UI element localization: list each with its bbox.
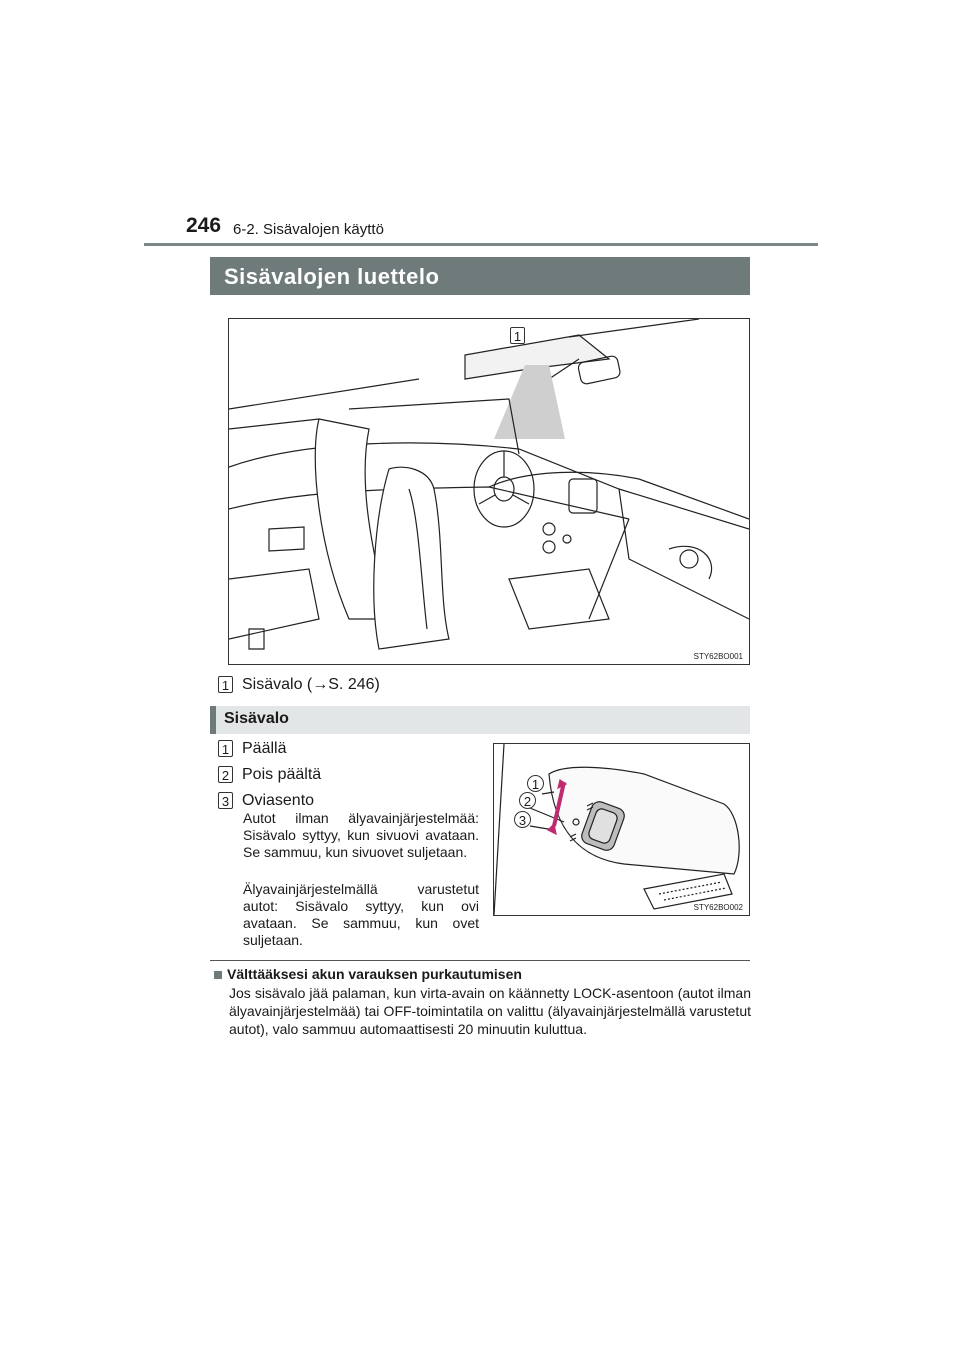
- door-mode-para-1: Autot ilman älyavainjärjestelmää: Sisävalo syttyy, kun sivuovi avataan. Se sammuu, kun sivuovet suljetaan.: [243, 810, 479, 860]
- figure2-callout-3: 3: [514, 811, 531, 828]
- car-interior-drawing: [229, 319, 749, 664]
- legend-1-text: Sisävalo (→S. 246): [242, 676, 380, 693]
- legend-1-badge: 1: [218, 676, 233, 693]
- subsection-accent-bar: [210, 706, 216, 734]
- note-bullet-icon: [214, 971, 222, 979]
- position-1-text: Päällä: [242, 740, 287, 757]
- interior-illustration: [228, 318, 750, 665]
- section-path: 6-2. Sisävalojen käyttö: [233, 221, 384, 238]
- figure2-callout-1: 1: [527, 775, 544, 792]
- position-3-badge: 3: [218, 792, 233, 809]
- switch-illustration: [493, 743, 750, 916]
- note-heading: [214, 966, 522, 982]
- page-number: 246: [186, 214, 222, 237]
- header-rule: [144, 243, 818, 246]
- figure-code: STY62BO001: [693, 652, 743, 661]
- section-banner: [210, 257, 750, 295]
- banner-title: Sisävalojen luettelo: [224, 264, 440, 289]
- door-mode-para-2: Älyavainjärjestelmällä varustetut autot: Sisävalo syttyy, kun ovi avataan. Se sammuu, kun ovet suljetaan.: [243, 881, 479, 948]
- figure2-callout-2: 2: [519, 792, 536, 809]
- subsection-title: Sisävalo: [224, 710, 289, 727]
- position-2-badge: 2: [218, 766, 233, 783]
- note-body: Jos sisävalo jää palaman, kun virta-avain on käännetty LOCK-asentoon (autot ilman älyavainjärjestelmää) tai OFF-toimintatila on valittu (älyavainjärjestelmällä varustetut autot), valo sammuu automaattisesti 20 minuutin kuluttua.: [229, 985, 751, 1037]
- figure2-code: STY62BO002: [693, 903, 743, 912]
- note-heading-text: Välttääksesi akun varauksen purkautumisen: [227, 966, 522, 982]
- position-2-text: Pois päältä: [242, 766, 322, 783]
- interior-light-switch-drawing: [494, 744, 749, 915]
- callout-1-badge: 1: [510, 327, 525, 344]
- position-1-badge: 1: [218, 740, 233, 757]
- subsection-header: [210, 706, 750, 734]
- position-3-text: Oviasento: [242, 792, 315, 809]
- note-divider: [210, 960, 750, 961]
